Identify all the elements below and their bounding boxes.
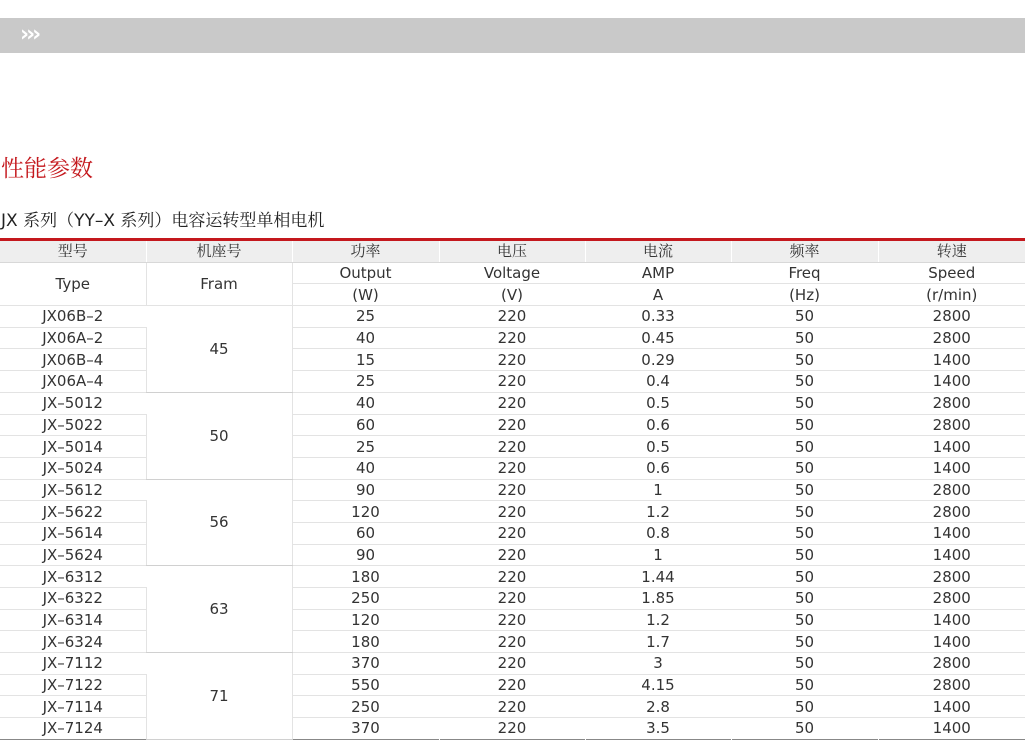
output-cell: 370	[292, 653, 439, 675]
speed-cell: 2800	[878, 501, 1025, 523]
voltage-cell: 220	[439, 457, 585, 479]
speed-cell: 2800	[878, 414, 1025, 436]
freq-cell: 50	[731, 588, 878, 610]
table-row	[0, 653, 1025, 675]
voltage-cell: 220	[439, 414, 585, 436]
speed-cell: 1400	[878, 436, 1025, 458]
model-cell: JX–5614	[0, 522, 146, 544]
header-power: 功率	[292, 240, 439, 263]
output-cell: 120	[292, 609, 439, 631]
model-cell: JX–5022	[0, 414, 146, 436]
current-cell: 0.29	[585, 349, 731, 371]
freq-cell: 50	[731, 501, 878, 523]
speed-cell: 2800	[878, 588, 1025, 610]
speed-cell: 1400	[878, 609, 1025, 631]
voltage-cell: 220	[439, 327, 585, 349]
freq-cell: 50	[731, 609, 878, 631]
table-row	[0, 392, 1025, 414]
model-cell: JX–7112	[0, 653, 146, 675]
unit-speed: (r/min)	[878, 284, 1025, 306]
model-cell: JX–7122	[0, 674, 146, 696]
output-cell: 180	[292, 631, 439, 653]
voltage-cell: 220	[439, 653, 585, 675]
banner-bar	[0, 18, 1025, 53]
voltage-cell: 220	[439, 306, 585, 328]
current-cell: 0.8	[585, 522, 731, 544]
speed-cell: 1400	[878, 522, 1025, 544]
speed-cell: 1400	[878, 544, 1025, 566]
output-cell: 250	[292, 588, 439, 610]
current-cell: 4.15	[585, 674, 731, 696]
frame-cell: 50	[146, 392, 292, 479]
header-fram-en: Fram	[146, 262, 292, 305]
current-cell: 2.8	[585, 696, 731, 718]
speed-cell: 2800	[878, 479, 1025, 501]
speed-cell: 2800	[878, 392, 1025, 414]
output-cell: 25	[292, 436, 439, 458]
speed-cell: 2800	[878, 566, 1025, 588]
voltage-cell: 220	[439, 588, 585, 610]
section-title: 性能参数	[1, 156, 93, 182]
freq-cell: 50	[731, 349, 878, 371]
output-cell: 180	[292, 566, 439, 588]
table-subtitle: JX 系列（YY–X 系列）电容运转型单相电机	[1, 211, 325, 231]
voltage-cell: 220	[439, 696, 585, 718]
speed-cell: 2800	[878, 653, 1025, 675]
output-cell: 40	[292, 392, 439, 414]
model-cell: JX–5612	[0, 479, 146, 501]
current-cell: 0.5	[585, 392, 731, 414]
header-voltage: 电压	[439, 240, 585, 263]
voltage-cell: 220	[439, 371, 585, 393]
current-cell: 3	[585, 653, 731, 675]
output-cell: 60	[292, 522, 439, 544]
voltage-cell: 220	[439, 566, 585, 588]
freq-cell: 50	[731, 327, 878, 349]
model-cell: JX–5622	[0, 501, 146, 523]
voltage-cell: 220	[439, 501, 585, 523]
freq-cell: 50	[731, 566, 878, 588]
freq-cell: 50	[731, 457, 878, 479]
output-cell: 90	[292, 544, 439, 566]
voltage-cell: 220	[439, 522, 585, 544]
speed-cell: 2800	[878, 327, 1025, 349]
output-cell: 90	[292, 479, 439, 501]
frame-cell: 56	[146, 479, 292, 566]
current-cell: 3.5	[585, 718, 731, 740]
model-cell: JX–7114	[0, 696, 146, 718]
current-cell: 1.7	[585, 631, 731, 653]
unit-output: (W)	[292, 284, 439, 306]
unit-voltage: (V)	[439, 284, 585, 306]
voltage-cell: 220	[439, 392, 585, 414]
current-cell: 1.85	[585, 588, 731, 610]
speed-cell: 1400	[878, 631, 1025, 653]
voltage-cell: 220	[439, 349, 585, 371]
freq-cell: 50	[731, 696, 878, 718]
output-cell: 120	[292, 501, 439, 523]
model-cell: JX–7124	[0, 718, 146, 740]
speed-cell: 2800	[878, 674, 1025, 696]
freq-cell: 50	[731, 371, 878, 393]
output-cell: 60	[292, 414, 439, 436]
unit-current: A	[585, 284, 731, 306]
freq-cell: 50	[731, 306, 878, 328]
output-cell: 550	[292, 674, 439, 696]
model-cell: JX–5624	[0, 544, 146, 566]
header-speed-en: Speed	[878, 262, 1025, 284]
voltage-cell: 220	[439, 718, 585, 740]
chevron-right-icon: ›››	[20, 22, 39, 47]
model-cell: JX–5014	[0, 436, 146, 458]
frame-cell: 45	[146, 306, 292, 393]
voltage-cell: 220	[439, 544, 585, 566]
header-output-en: Output	[292, 262, 439, 284]
speed-cell: 1400	[878, 696, 1025, 718]
frame-cell: 71	[146, 653, 292, 740]
freq-cell: 50	[731, 544, 878, 566]
current-cell: 0.45	[585, 327, 731, 349]
freq-cell: 50	[731, 436, 878, 458]
model-cell: JX06B–2	[0, 306, 146, 328]
model-cell: JX06A–4	[0, 371, 146, 393]
model-cell: JX06B–4	[0, 349, 146, 371]
output-cell: 40	[292, 457, 439, 479]
speed-cell: 2800	[878, 306, 1025, 328]
current-cell: 0.6	[585, 457, 731, 479]
model-cell: JX–6322	[0, 588, 146, 610]
spec-table	[0, 238, 1025, 740]
model-cell: JX–5024	[0, 457, 146, 479]
header-row-en	[0, 262, 1025, 284]
current-cell: 1.2	[585, 501, 731, 523]
freq-cell: 50	[731, 392, 878, 414]
voltage-cell: 220	[439, 609, 585, 631]
output-cell: 250	[292, 696, 439, 718]
header-current: 电流	[585, 240, 731, 263]
current-cell: 1.44	[585, 566, 731, 588]
current-cell: 1.2	[585, 609, 731, 631]
model-cell: JX–6314	[0, 609, 146, 631]
speed-cell: 1400	[878, 371, 1025, 393]
table-row	[0, 306, 1025, 328]
header-model: 型号	[0, 240, 146, 263]
speed-cell: 1400	[878, 457, 1025, 479]
output-cell: 25	[292, 371, 439, 393]
model-cell: JX06A–2	[0, 327, 146, 349]
freq-cell: 50	[731, 479, 878, 501]
output-cell: 25	[292, 306, 439, 328]
voltage-cell: 220	[439, 436, 585, 458]
current-cell: 1	[585, 544, 731, 566]
table-row	[0, 479, 1025, 501]
model-cell: JX–5012	[0, 392, 146, 414]
header-type-en: Type	[0, 262, 146, 305]
output-cell: 15	[292, 349, 439, 371]
freq-cell: 50	[731, 414, 878, 436]
voltage-cell: 220	[439, 631, 585, 653]
freq-cell: 50	[731, 718, 878, 740]
unit-frequency: (Hz)	[731, 284, 878, 306]
header-freq-en: Freq	[731, 262, 878, 284]
header-row-zh	[0, 240, 1025, 263]
freq-cell: 50	[731, 653, 878, 675]
voltage-cell: 220	[439, 674, 585, 696]
freq-cell: 50	[731, 674, 878, 696]
model-cell: JX–6312	[0, 566, 146, 588]
current-cell: 0.4	[585, 371, 731, 393]
current-cell: 0.5	[585, 436, 731, 458]
frame-cell: 63	[146, 566, 292, 653]
model-cell: JX–6324	[0, 631, 146, 653]
header-amp-en: AMP	[585, 262, 731, 284]
output-cell: 370	[292, 718, 439, 740]
speed-cell: 1400	[878, 349, 1025, 371]
header-voltage-en: Voltage	[439, 262, 585, 284]
current-cell: 0.33	[585, 306, 731, 328]
header-speed: 转速	[878, 240, 1025, 263]
table-row	[0, 566, 1025, 588]
output-cell: 40	[292, 327, 439, 349]
voltage-cell: 220	[439, 479, 585, 501]
speed-cell: 1400	[932, 719, 971, 738]
header-frame: 机座号	[146, 240, 292, 263]
current-cell: 0.6	[585, 414, 731, 436]
freq-cell: 50	[731, 522, 878, 544]
header-frequency: 频率	[731, 240, 878, 263]
freq-cell: 50	[731, 631, 878, 653]
current-cell: 1	[585, 479, 731, 501]
